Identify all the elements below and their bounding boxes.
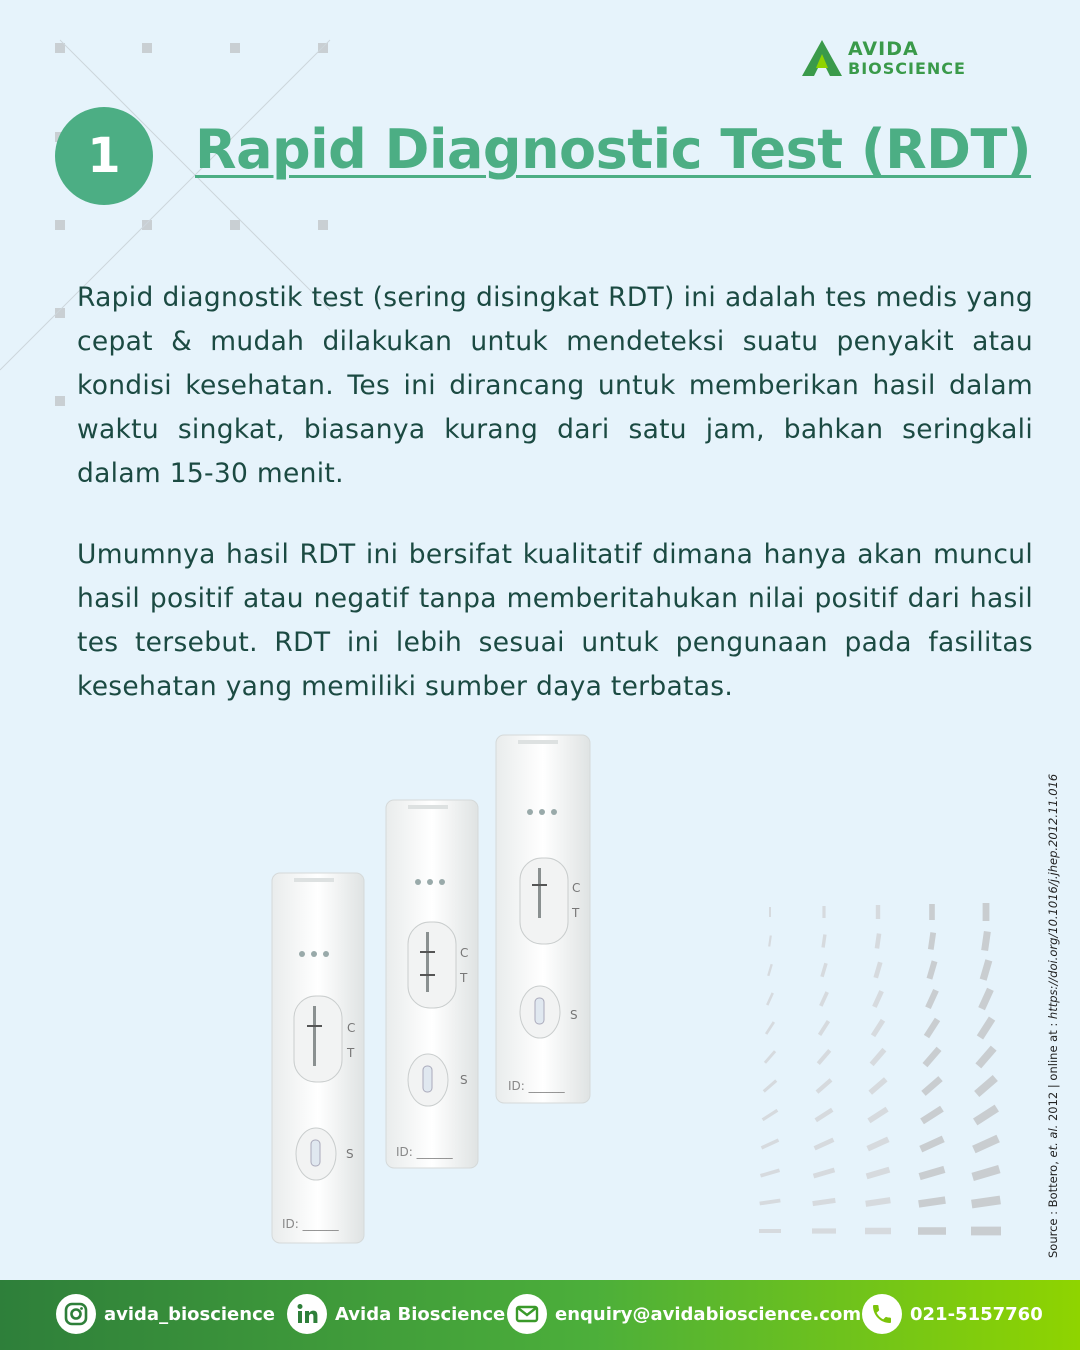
decorative-dash xyxy=(815,1140,834,1149)
decorative-dash xyxy=(867,1170,890,1177)
svg-text:S: S xyxy=(570,1008,578,1022)
svg-text:T: T xyxy=(347,1046,355,1060)
footer-linkedin[interactable] xyxy=(287,1291,505,1337)
decorative-dash xyxy=(874,991,881,1007)
section-number-badge: 1 xyxy=(55,107,153,205)
svg-text:S: S xyxy=(460,1073,468,1087)
decorative-dash xyxy=(980,1019,992,1038)
footer-phone-text: 021-5157760 xyxy=(910,1303,1043,1325)
svg-text:S: S xyxy=(346,1147,354,1161)
decorative-dash xyxy=(814,1170,835,1176)
source-etal: et. al. xyxy=(1046,1124,1060,1158)
test-cassette-1 xyxy=(272,873,364,1243)
footer-contact-bar xyxy=(0,1280,1080,1350)
decorative-dash xyxy=(868,1139,889,1148)
paragraph-definition: Rapid diagnostik test (sering disingkat RDT) ini adalah tes medis yang cepat & mudah dilakukan untuk mendeteksi suatu penyakit atau kondisi kesehatan. Tes ini dirancang untuk memberikan hasil dalam waktu singkat, biasanya kurang dari satu jam, bahkan seringkali dalam 15-30 menit. xyxy=(77,281,1033,489)
footer-email-text: enquiry@avidabioscience.com xyxy=(555,1303,862,1325)
svg-text:ID: ______: ID: ______ xyxy=(396,1145,453,1159)
decorative-dash xyxy=(870,1079,886,1092)
test-cassette-2 xyxy=(386,800,478,1168)
decorative-dash xyxy=(982,989,991,1008)
decorative-dash xyxy=(761,1140,778,1148)
decorative-dash xyxy=(813,1200,836,1203)
decorative-dash xyxy=(768,964,771,976)
logo-text-avida: AVIDA xyxy=(848,38,919,60)
svg-text:ID: ______: ID: ______ xyxy=(282,1217,339,1231)
linkedin-icon xyxy=(287,1294,327,1334)
decorative-dash xyxy=(765,1051,775,1063)
decorative-dash xyxy=(818,1050,829,1063)
mail-icon xyxy=(507,1294,547,1334)
decorative-dash xyxy=(763,1110,778,1120)
decorative-dash xyxy=(877,934,879,949)
svg-text:T: T xyxy=(460,971,468,985)
source-prefix: Source : Bottero, xyxy=(1046,1157,1060,1258)
decorative-dash xyxy=(760,1201,781,1204)
footer-instagram[interactable] xyxy=(56,1291,275,1337)
phone-icon xyxy=(862,1294,902,1334)
page-title: Rapid Diagnostic Test (RDT) xyxy=(195,118,1032,181)
logo-text-bioscience: BIOSCIENCE xyxy=(848,59,966,78)
footer-phone[interactable] xyxy=(862,1291,1043,1337)
decorative-dash xyxy=(760,1170,779,1176)
decorative-dash xyxy=(926,1019,937,1036)
decorative-dash xyxy=(872,1050,885,1065)
decorative-dash xyxy=(985,932,988,951)
decorative-dash xyxy=(816,1110,833,1121)
decorative-dash xyxy=(983,960,989,979)
decorative-dash xyxy=(928,990,936,1008)
svg-text:C: C xyxy=(347,1021,356,1035)
source-link[interactable]: https://doi.org/10.1016/j.jhep.2012.11.016 xyxy=(1046,773,1060,1020)
decorative-dash xyxy=(974,1138,998,1149)
svg-text:C: C xyxy=(572,881,581,895)
svg-text:T: T xyxy=(572,906,580,920)
decorative-dash xyxy=(923,1079,940,1094)
decorative-dash xyxy=(931,933,933,950)
decorative-dash-pattern xyxy=(748,898,1028,1258)
decorative-dash xyxy=(869,1109,887,1121)
decorative-dash xyxy=(975,1108,997,1122)
decorative-dash xyxy=(921,1139,943,1149)
footer-linkedin-text: Avida Bioscience xyxy=(335,1303,506,1325)
decorative-dash xyxy=(764,1081,777,1092)
decorative-dash xyxy=(972,1200,1001,1204)
decorative-dash xyxy=(766,1022,774,1034)
rdt-cassettes-illustration xyxy=(262,730,602,1250)
source-citation xyxy=(1046,738,1060,1258)
instagram-icon xyxy=(56,1294,96,1334)
decorative-dash xyxy=(922,1109,942,1122)
avida-logo xyxy=(800,38,1000,82)
footer-email[interactable] xyxy=(507,1291,861,1337)
decorative-dash xyxy=(919,1200,946,1204)
source-suffix: 2012 | online at : xyxy=(1046,1019,1060,1125)
decorative-dash xyxy=(769,936,771,947)
decorative-dash xyxy=(817,1080,831,1092)
decorative-dash xyxy=(925,1049,939,1065)
decorative-dash xyxy=(823,935,825,948)
decorative-dash xyxy=(820,1021,829,1035)
logo-mark-icon xyxy=(800,38,844,78)
decorative-dash xyxy=(929,961,934,978)
decorative-dash xyxy=(977,1078,996,1094)
decorative-dash xyxy=(821,992,827,1006)
decorative-dash xyxy=(876,962,881,978)
decorative-dash xyxy=(873,1020,883,1035)
decorative-dash xyxy=(822,963,826,977)
test-cassette-3 xyxy=(496,735,590,1103)
svg-text:ID: ______: ID: ______ xyxy=(508,1079,565,1093)
paragraph-qualitative: Umumnya hasil RDT ini bersifat kualitatif dimana hanya akan muncul hasil positif atau negatif tanpa memberitahukan nilai positif dari hasil tes tersebut. RDT ini lebih sesuai untuk pengunaan pada fasilitas kesehatan yang memiliki sumber daya terbatas. xyxy=(77,538,1033,702)
svg-text:C: C xyxy=(460,946,469,960)
decorative-dash xyxy=(767,993,773,1005)
decorative-dash xyxy=(973,1169,1000,1177)
footer-instagram-text: avida_bioscience xyxy=(104,1303,275,1325)
decorative-dash xyxy=(866,1200,891,1204)
decorative-dash xyxy=(978,1048,993,1066)
decorative-dash xyxy=(920,1169,945,1176)
